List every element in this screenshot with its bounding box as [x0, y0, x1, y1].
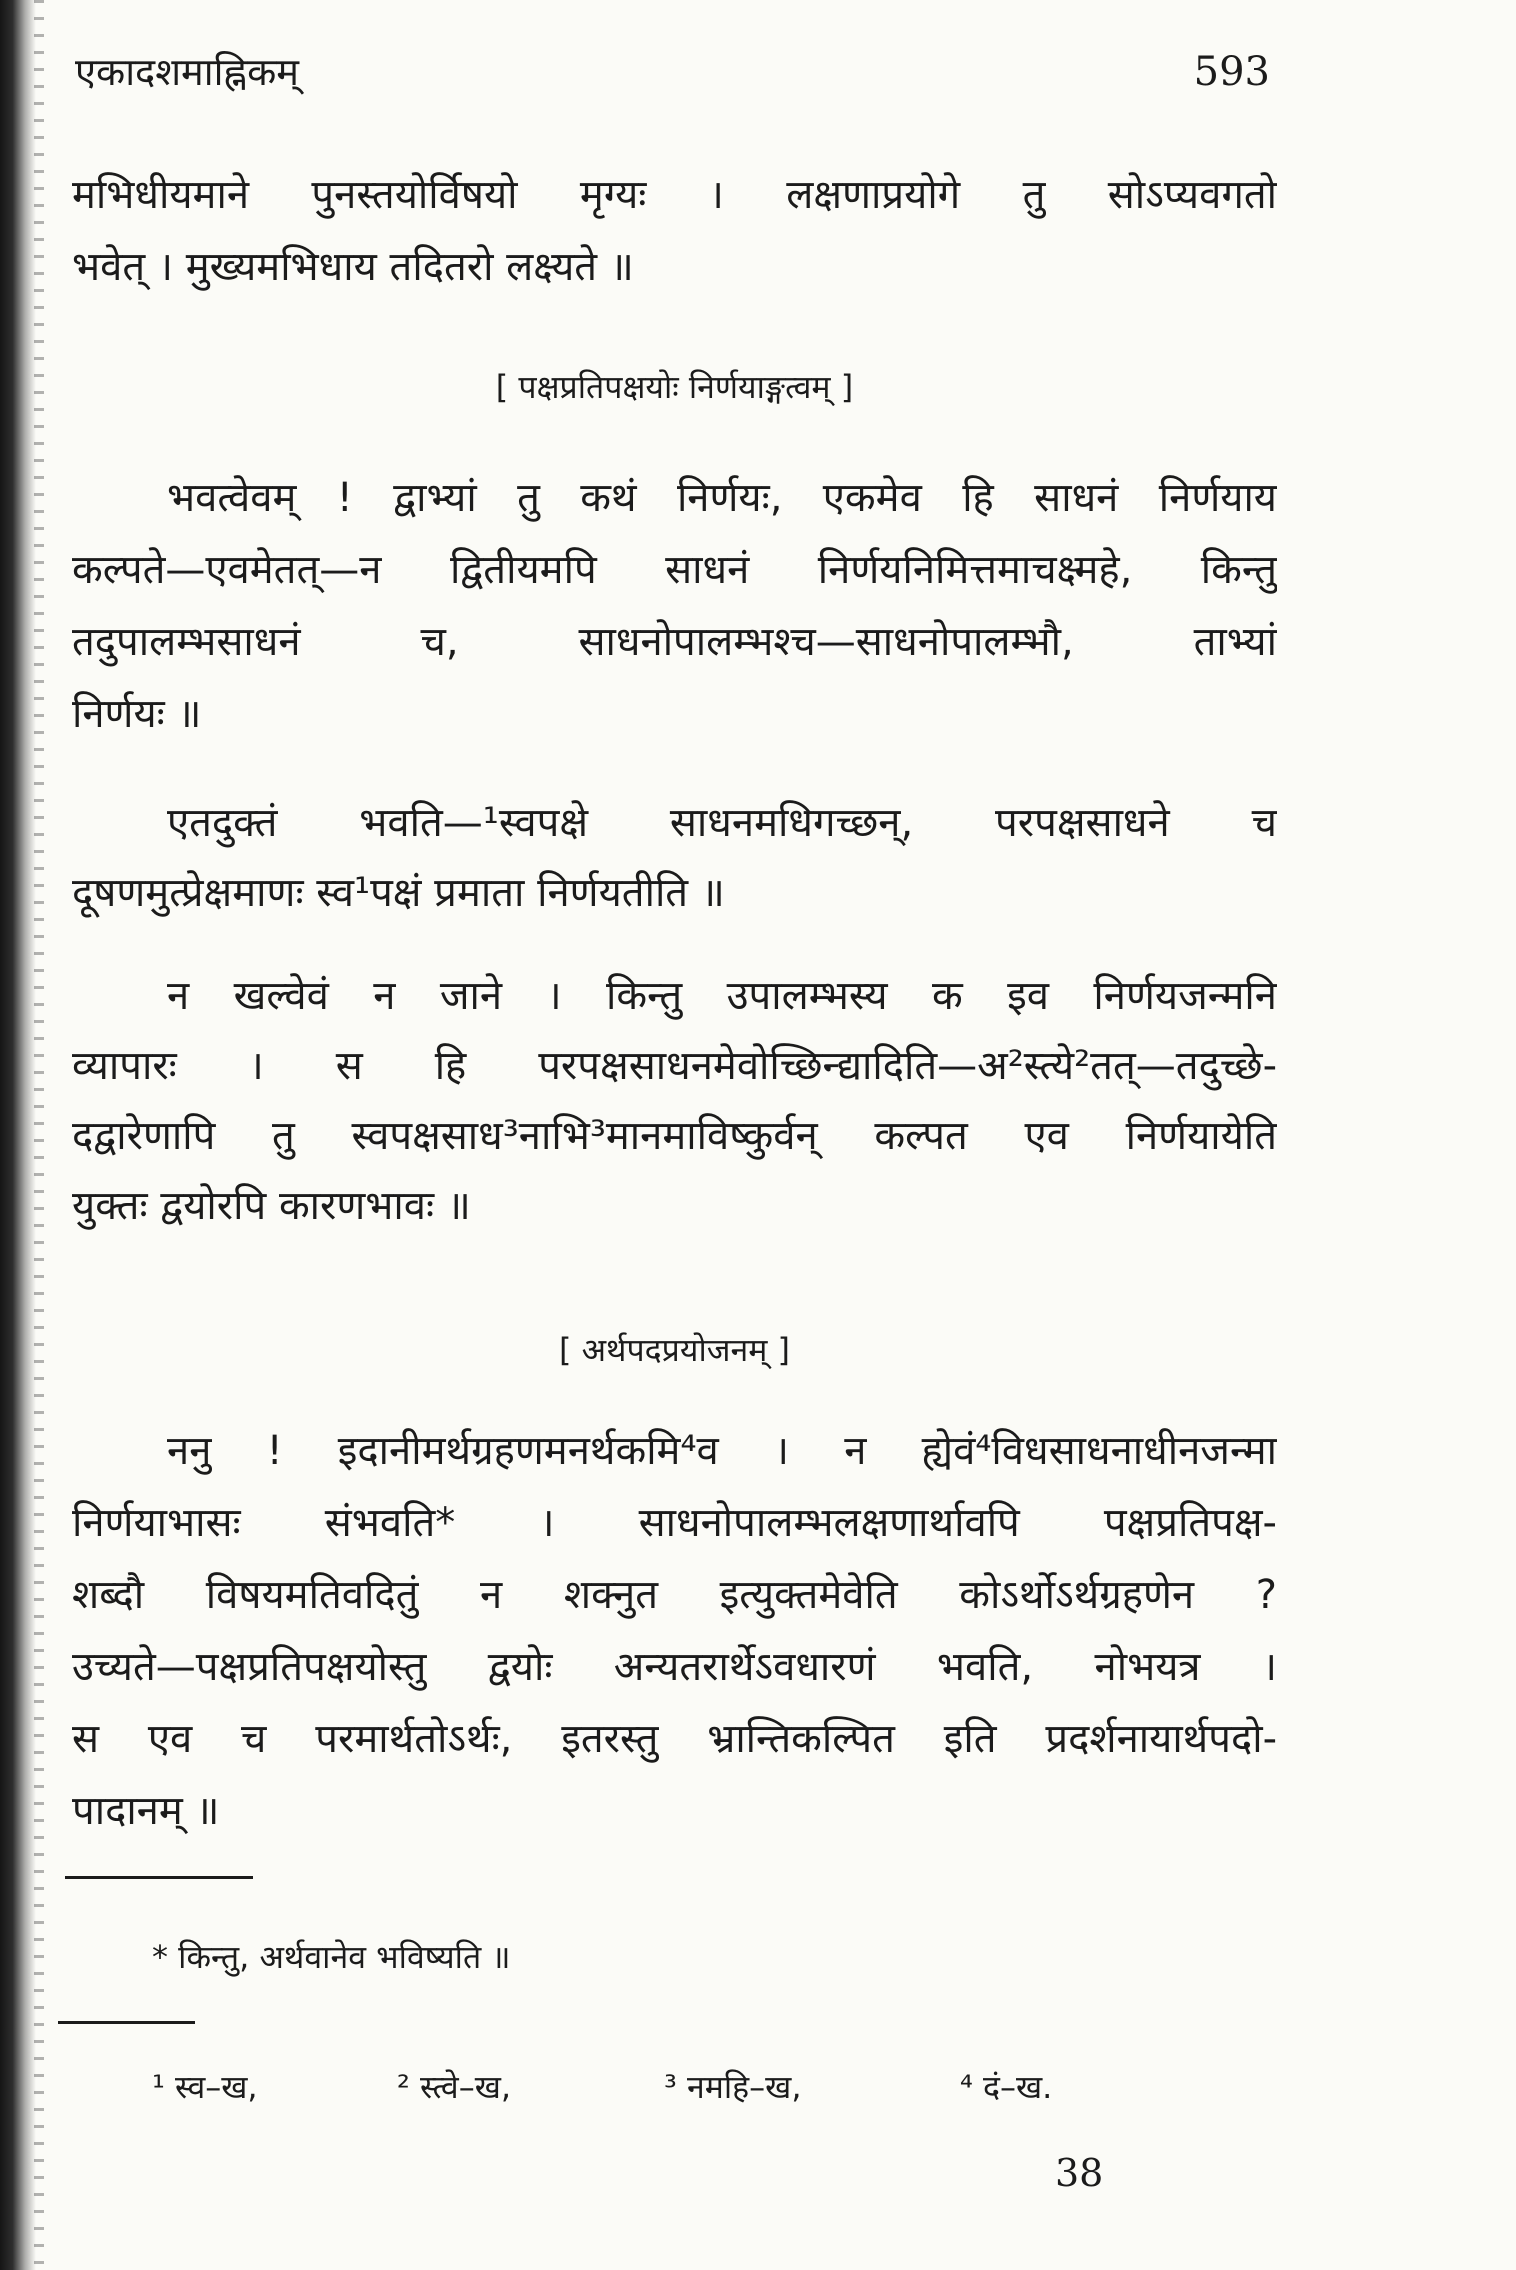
paragraph-line: न खल्वेवं न जाने । किन्तु उपालम्भस्य क इव निर्णयजन्मनि: [167, 973, 1277, 1019]
binding-shadow: [0, 0, 36, 2270]
paragraph-3: [72, 788, 1277, 928]
variant-note-2: ² स्त्वे–ख,: [397, 2068, 512, 2106]
binding-edge-speckle: [34, 0, 44, 2270]
paragraph-2: [72, 462, 1277, 750]
paragraph-line: उच्यते—पक्षप्रतिपक्षयोस्तु द्वयोः अन्यतरार्थेऽवधारणं भवति, नोभयत्र ।: [72, 1644, 1277, 1690]
paragraph-line: व्यापारः । स हि परपक्षसाधनमेवोच्छिन्द्यादिति—अ²स्त्ये²तत्—तदुच्छे-: [72, 1043, 1277, 1089]
paragraph-line: पादानम् ॥: [72, 1788, 220, 1834]
paragraph-line: दूषणमुत्प्रेक्षमाणः स्व¹पक्षं प्रमाता निर्णयतीति ॥: [72, 870, 725, 916]
footnote-divider: [65, 1876, 253, 1879]
section-heading-2: [ अर्थपदप्रयोजनम् ]: [558, 1331, 791, 1369]
paragraph-line: भवत्वेवम् ! द्वाभ्यां तु कथं निर्णयः, एकमेव हि साधनं निर्णयाय: [167, 475, 1277, 521]
paragraph-1: [72, 159, 1277, 303]
paragraph-line: एतदुक्तं भवति—¹स्वपक्षे साधनमधिगच्छन्, परपक्षसाधने च: [167, 800, 1277, 846]
variant-note-4: ⁴ दं–ख.: [960, 2068, 1053, 2106]
variant-note-1: ¹ स्व–ख,: [152, 2068, 258, 2106]
paragraph-line: ननु ! इदानीमर्थग्रहणमनर्थकमि⁴व । न ह्येवं⁴विधसाधनाधीनजन्मा: [167, 1428, 1277, 1474]
paragraph-line: युक्तः द्वयोरपि कारणभावः ॥: [72, 1183, 471, 1229]
variants-divider: [58, 2021, 195, 2024]
paragraph-line: कल्पते—एवमेतत्—न द्वितीयमपि साधनं निर्णयनिमित्तमाचक्ष्महे, किन्तु: [72, 547, 1277, 593]
paragraph-line: दद्वारेणापि तु स्वपक्षसाध³नाभि³मानमाविष्कुर्वन् कल्पत एव निर्णयायेति: [72, 1113, 1277, 1159]
paragraph-line: भवेत् । मुख्यमभिधाय तदितरो लक्ष्यते ॥: [72, 244, 634, 290]
page-number: 593: [1193, 49, 1270, 95]
running-title: एकादशमाह्निकम्: [75, 50, 300, 94]
paragraph-4: [72, 961, 1277, 1241]
footnote-star: * किन्तु, अर्थवानेव भविष्यति ॥: [152, 1938, 511, 1976]
paragraph-line: निर्णयाभासः संभवति* । साधनोपालम्भलक्षणार्थावपि पक्षप्रतिपक्ष-: [72, 1500, 1277, 1546]
paragraph-line: निर्णयः ॥: [72, 691, 202, 737]
paragraph-line: स एव च परमार्थतोऽर्थः, इतरस्तु भ्रान्तिकल्पित इति प्रदर्शनायार्थपदो-: [72, 1716, 1277, 1762]
signature-mark: 38: [1055, 2151, 1104, 2195]
variant-note-3: ³ नमहि–ख,: [664, 2068, 802, 2106]
paragraph-line: शब्दौ विषयमतिवदितुं न शक्नुत इत्युक्तमेवेति कोऽर्थोऽर्थग्रहणेन ?: [72, 1572, 1277, 1618]
paragraph-line: मभिधीयमाने पुनस्तयोर्विषयो मृग्यः । लक्षणाप्रयोगे तु सोऽप्यवगतो: [72, 172, 1277, 218]
section-heading-1: [ पक्षप्रतिपक्षयोः निर्णयाङ्गत्वम् ]: [495, 368, 854, 406]
paragraph-line: तदुपालम्भसाधनं च, साधनोपालम्भश्च—साधनोपालम्भौ, ताभ्यां: [72, 619, 1277, 665]
paragraph-5: [72, 1415, 1277, 1847]
